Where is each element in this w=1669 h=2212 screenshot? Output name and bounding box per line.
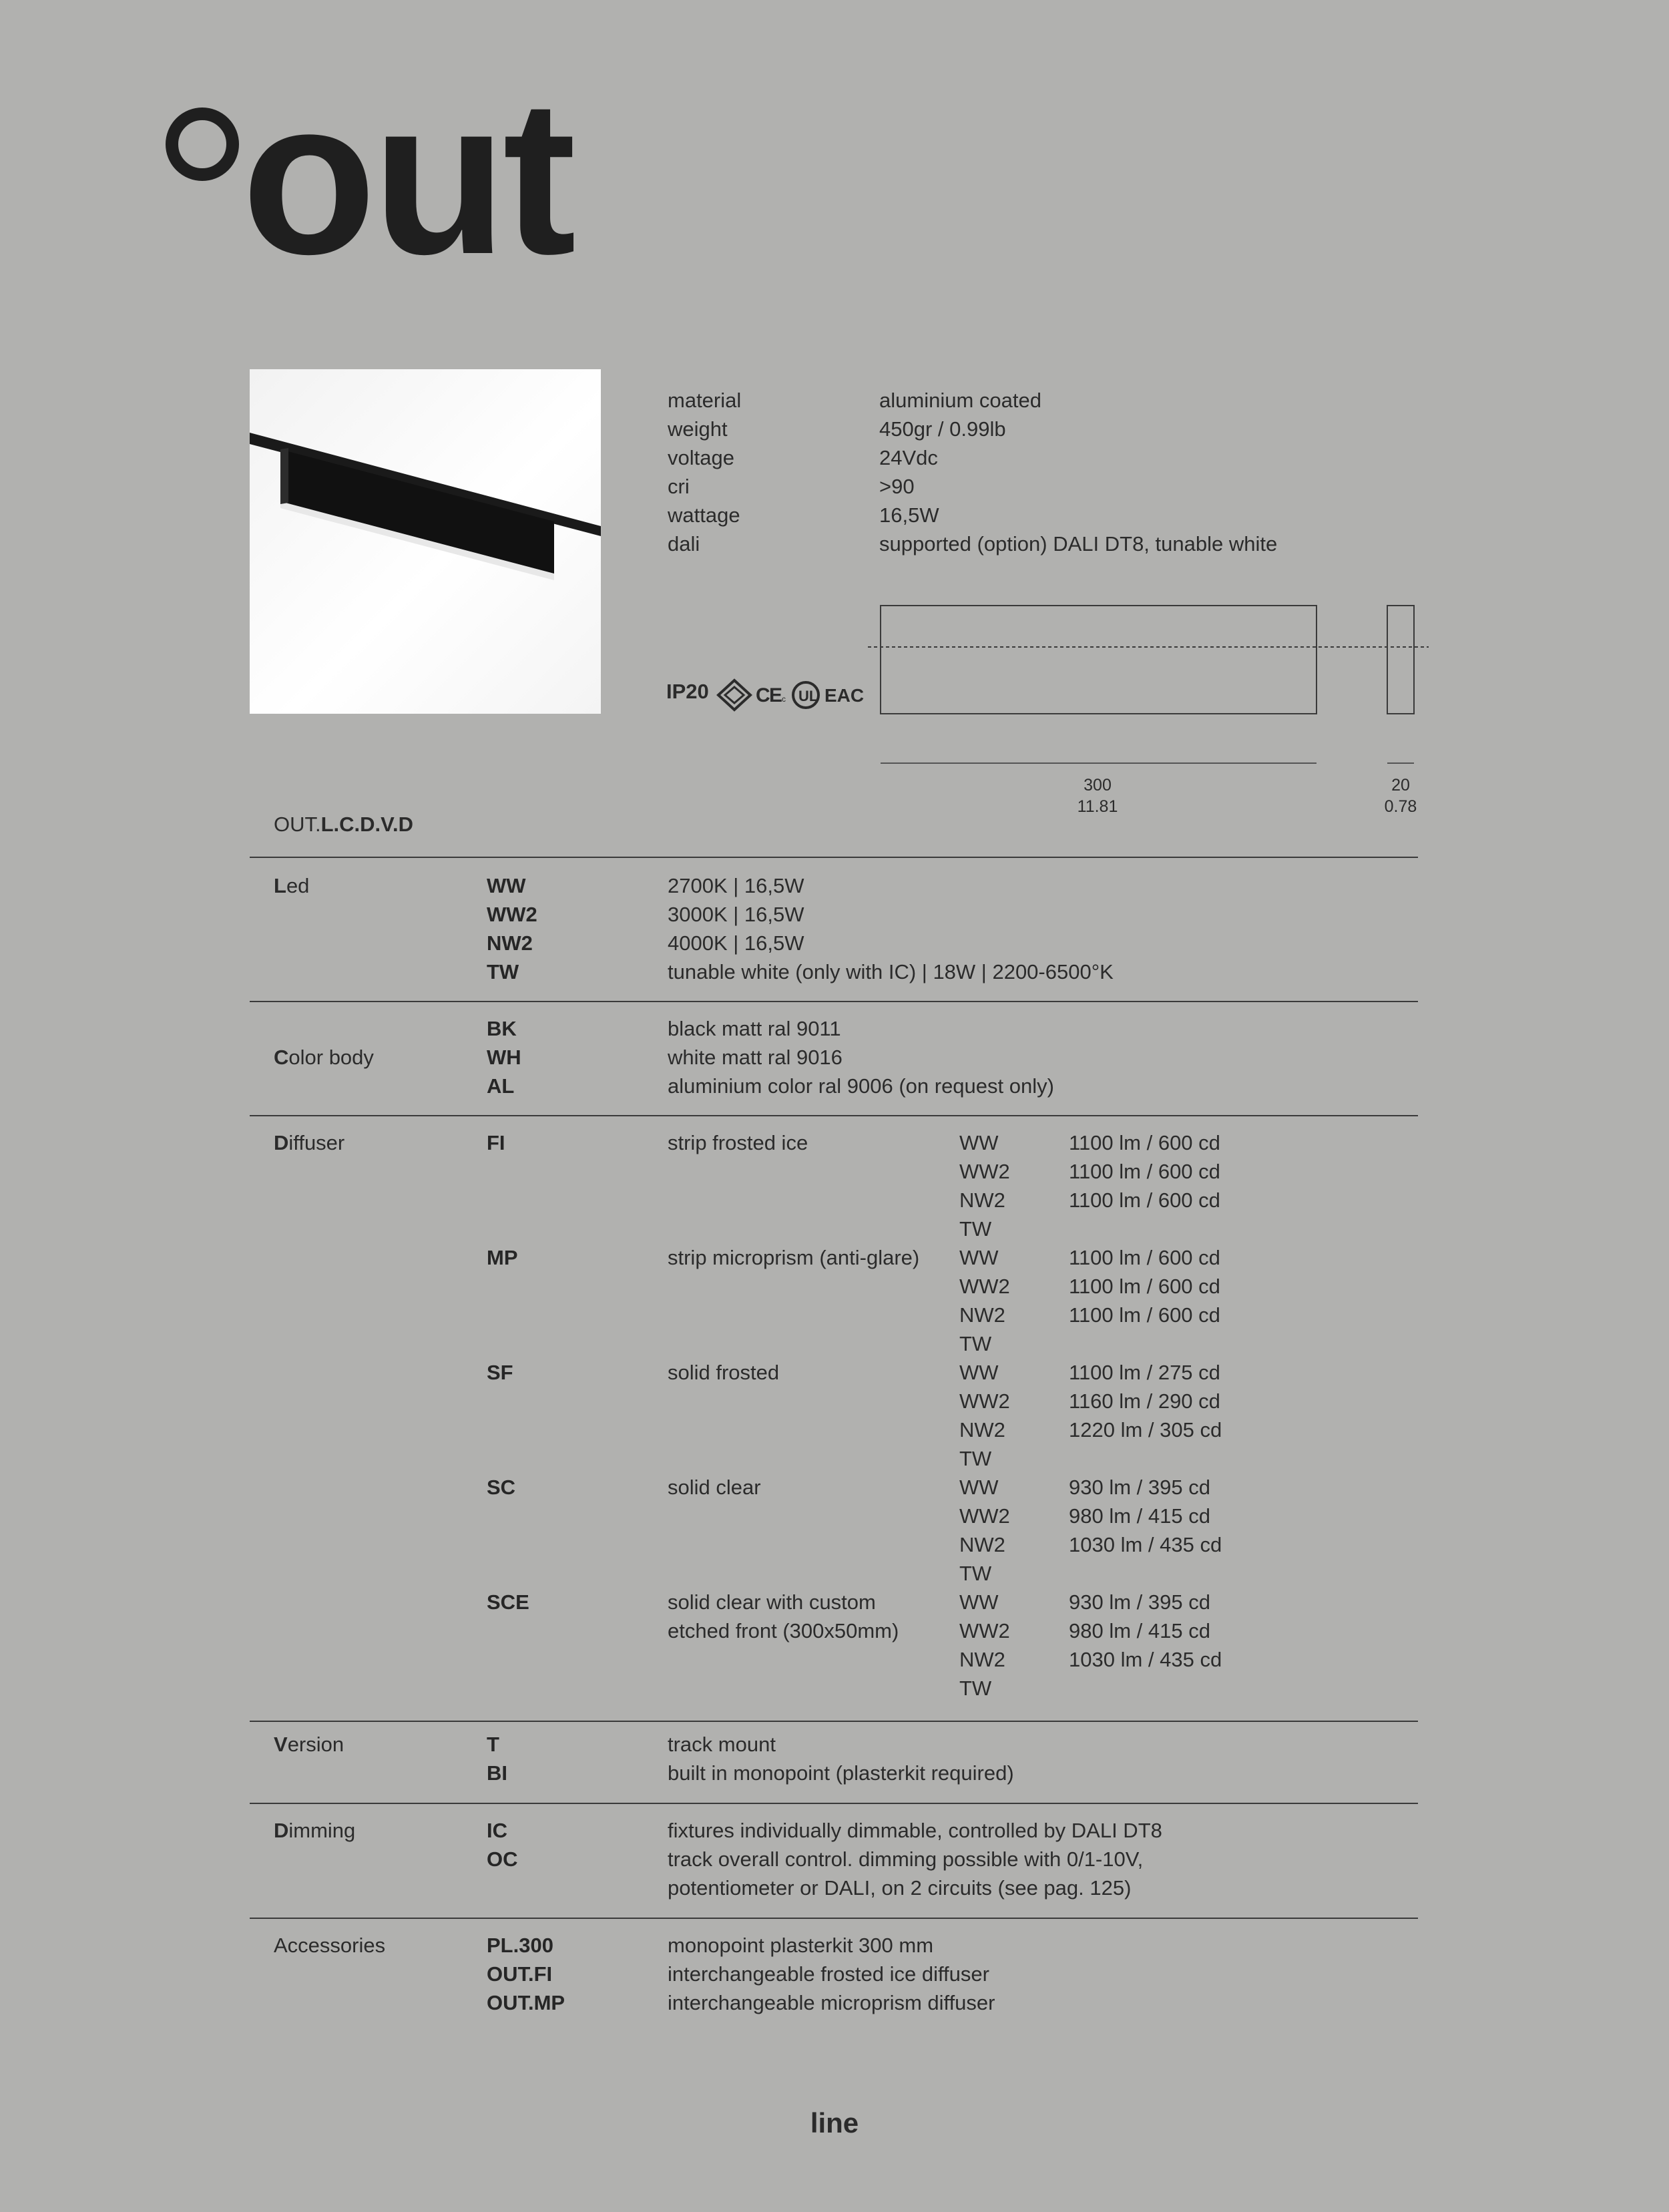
dimming-code: OC — [487, 1847, 518, 1871]
diffuser-lumen: 1100 lm / 600 cd — [1069, 1160, 1220, 1183]
width-in: 0.78 — [1384, 797, 1417, 816]
spec-value-cri: >90 — [879, 475, 915, 498]
divider — [250, 1115, 1418, 1116]
accessory-desc: interchangeable microprism diffuser — [668, 1991, 995, 2014]
version-code: BI — [487, 1761, 507, 1785]
diffuser-code: SCE — [487, 1590, 529, 1614]
label-initial: D — [274, 1131, 289, 1154]
accessory-desc: interchangeable frosted ice diffuser — [668, 1962, 989, 1986]
diffuser-temp: WW — [959, 1476, 999, 1499]
color-code: BK — [487, 1017, 517, 1040]
logo-degree-ring — [166, 107, 239, 181]
section-label-accessories: Accessories — [274, 1934, 386, 1957]
diffuser-lumen: 1030 lm / 435 cd — [1069, 1648, 1222, 1671]
dimming-code: IC — [487, 1819, 507, 1842]
label-initial: L — [274, 874, 286, 897]
label-rest: olor body — [288, 1046, 374, 1069]
diffuser-desc: strip microprism (anti-glare) — [668, 1246, 920, 1269]
label-initial: C — [274, 1046, 289, 1069]
section-label-diffuser — [274, 1128, 344, 1157]
spec-value-weight: 450gr / 0.99lb — [879, 417, 1006, 441]
color-desc: aluminium color ral 9006 (on request only) — [668, 1074, 1054, 1098]
color-code: AL — [487, 1074, 515, 1098]
width-mm: 20 — [1391, 776, 1410, 795]
label-rest: ed — [286, 874, 310, 897]
diffuser-code: SF — [487, 1361, 513, 1384]
diffuser-temp: WW2 — [959, 1160, 1010, 1183]
svg-text:UL: UL — [798, 688, 818, 704]
certification-marks — [716, 678, 865, 715]
diffuser-temp: NW2 — [959, 1648, 1005, 1671]
footer-category: line — [810, 2107, 859, 2139]
diffuser-temp: WW2 — [959, 1619, 1010, 1642]
length-in: 11.81 — [1077, 797, 1118, 816]
diffuser-temp: TW — [959, 1332, 992, 1355]
dimming-desc: track overall control. dimming possible with 0/1-10V, — [668, 1847, 1144, 1871]
spec-label-wattage: wattage — [668, 503, 740, 527]
spec-value-dali: supported (option) DALI DT8, tunable white — [879, 532, 1278, 556]
spec-label-weight: weight — [668, 417, 728, 441]
svg-text:E: E — [769, 684, 783, 706]
label-rest: ersion — [287, 1733, 344, 1756]
led-code: TW — [487, 960, 519, 983]
diffuser-temp: WW — [959, 1361, 999, 1384]
diffuser-temp: WW2 — [959, 1389, 1010, 1413]
led-code: WW2 — [487, 903, 537, 926]
diffuser-lumen: 1100 lm / 600 cd — [1069, 1303, 1220, 1327]
version-desc: built in monopoint (plasterkit required) — [668, 1761, 1014, 1785]
spec-value-material: aluminium coated — [879, 389, 1041, 412]
label-rest: iffuser — [288, 1131, 345, 1154]
diffuser-lumen: 980 lm / 415 cd — [1069, 1504, 1210, 1528]
diffuser-lumen: 930 lm / 395 cd — [1069, 1590, 1210, 1614]
length-mm: 300 — [1084, 776, 1112, 795]
diffuser-temp: WW2 — [959, 1275, 1010, 1298]
diffuser-temp: NW2 — [959, 1188, 1005, 1212]
divider — [250, 857, 1418, 858]
led-code: WW — [487, 874, 526, 897]
spec-value-voltage: 24Vdc — [879, 446, 938, 469]
label-initial: D — [274, 1819, 289, 1842]
spec-label-dali: dali — [668, 532, 700, 556]
diffuser-temp: TW — [959, 1217, 992, 1241]
led-desc: tunable white (only with IC) | 18W | 2200-6500°K — [668, 960, 1114, 983]
accessory-code: OUT.MP — [487, 1991, 565, 2014]
accessory-code: PL.300 — [487, 1934, 553, 1957]
diffuser-temp: NW2 — [959, 1303, 1005, 1327]
diffuser-lumen: 1100 lm / 275 cd — [1069, 1361, 1220, 1384]
diffuser-lumen: 1100 lm / 600 cd — [1069, 1188, 1220, 1212]
product-photo — [250, 369, 601, 714]
diffuser-temp: TW — [959, 1677, 992, 1700]
diffuser-lumen: 1100 lm / 600 cd — [1069, 1246, 1220, 1269]
dimming-desc: potentiometer or DALI, on 2 circuits (see pag. 125) — [668, 1876, 1132, 1900]
spec-label-material: material — [668, 389, 742, 412]
spec-value-wattage: 16,5W — [879, 503, 939, 527]
color-desc: black matt ral 9011 — [668, 1017, 841, 1040]
svg-text:c: c — [782, 694, 786, 704]
led-desc: 4000K | 16,5W — [668, 931, 804, 955]
color-desc: white matt ral 9016 — [668, 1046, 843, 1069]
diffuser-desc: strip frosted ice — [668, 1131, 808, 1154]
diffuser-lumen: 980 lm / 415 cd — [1069, 1619, 1210, 1642]
diffuser-lumen: 1100 lm / 600 cd — [1069, 1131, 1220, 1154]
label-rest: imming — [288, 1819, 356, 1842]
diffuser-code: FI — [487, 1131, 505, 1154]
diffuser-temp: TW — [959, 1447, 992, 1470]
section-label-version — [274, 1730, 344, 1759]
diffuser-code: MP — [487, 1246, 518, 1269]
diffuser-temp: WW — [959, 1590, 999, 1614]
diffuser-temp: NW2 — [959, 1418, 1005, 1442]
diffuser-lumen: 1030 lm / 435 cd — [1069, 1533, 1222, 1556]
version-code: T — [487, 1733, 499, 1756]
diffuser-desc: solid clear — [668, 1476, 761, 1499]
code-suffix: L.C.D.V.D — [320, 813, 414, 836]
diffuser-lumen: 1220 lm / 305 cd — [1069, 1418, 1222, 1442]
spec-label-voltage: voltage — [668, 446, 734, 469]
section-label-led — [274, 871, 309, 900]
led-desc: 3000K | 16,5W — [668, 903, 804, 926]
diffuser-desc: solid frosted — [668, 1361, 780, 1384]
product-code — [274, 813, 413, 837]
code-prefix: OUT. — [274, 813, 321, 836]
diffuser-lumen: 1160 lm / 290 cd — [1069, 1389, 1220, 1413]
dimming-desc: fixtures individually dimmable, controlled by DALI DT8 — [668, 1819, 1162, 1842]
svg-text:EAC: EAC — [824, 685, 865, 706]
accessory-desc: monopoint plasterkit 300 mm — [668, 1934, 934, 1957]
ip-rating: IP20 — [666, 680, 709, 703]
led-code: NW2 — [487, 931, 533, 955]
diffuser-temp: WW — [959, 1246, 999, 1269]
divider — [250, 1918, 1418, 1919]
led-desc: 2700K | 16,5W — [668, 874, 804, 897]
brand-logo: out — [242, 53, 573, 300]
label-initial: V — [274, 1733, 288, 1756]
version-desc: track mount — [668, 1733, 776, 1756]
divider — [250, 1721, 1418, 1722]
svg-text:C: C — [756, 684, 770, 706]
certification-icons — [716, 678, 865, 712]
diffuser-lumen: 930 lm / 395 cd — [1069, 1476, 1210, 1499]
diffuser-temp: TW — [959, 1562, 992, 1585]
diffuser-desc: solid clear with custom — [668, 1590, 876, 1614]
divider — [250, 1001, 1418, 1002]
product-photo-illustration — [250, 369, 601, 714]
dimension-lines — [861, 598, 1435, 771]
diffuser-temp: WW — [959, 1131, 999, 1154]
accessory-code: OUT.FI — [487, 1962, 553, 1986]
diffuser-lumen: 1100 lm / 600 cd — [1069, 1275, 1220, 1298]
dimension-drawing — [861, 598, 1435, 816]
section-label-dimming — [274, 1816, 355, 1845]
spec-label-cri: cri — [668, 475, 690, 498]
color-code: WH — [487, 1046, 521, 1069]
diffuser-temp: NW2 — [959, 1533, 1005, 1556]
diffuser-code: SC — [487, 1476, 516, 1499]
divider — [250, 1803, 1418, 1804]
diffuser-temp: WW2 — [959, 1504, 1010, 1528]
section-label-color-body — [274, 1043, 374, 1072]
diffuser-desc: etched front (300x50mm) — [668, 1619, 899, 1642]
